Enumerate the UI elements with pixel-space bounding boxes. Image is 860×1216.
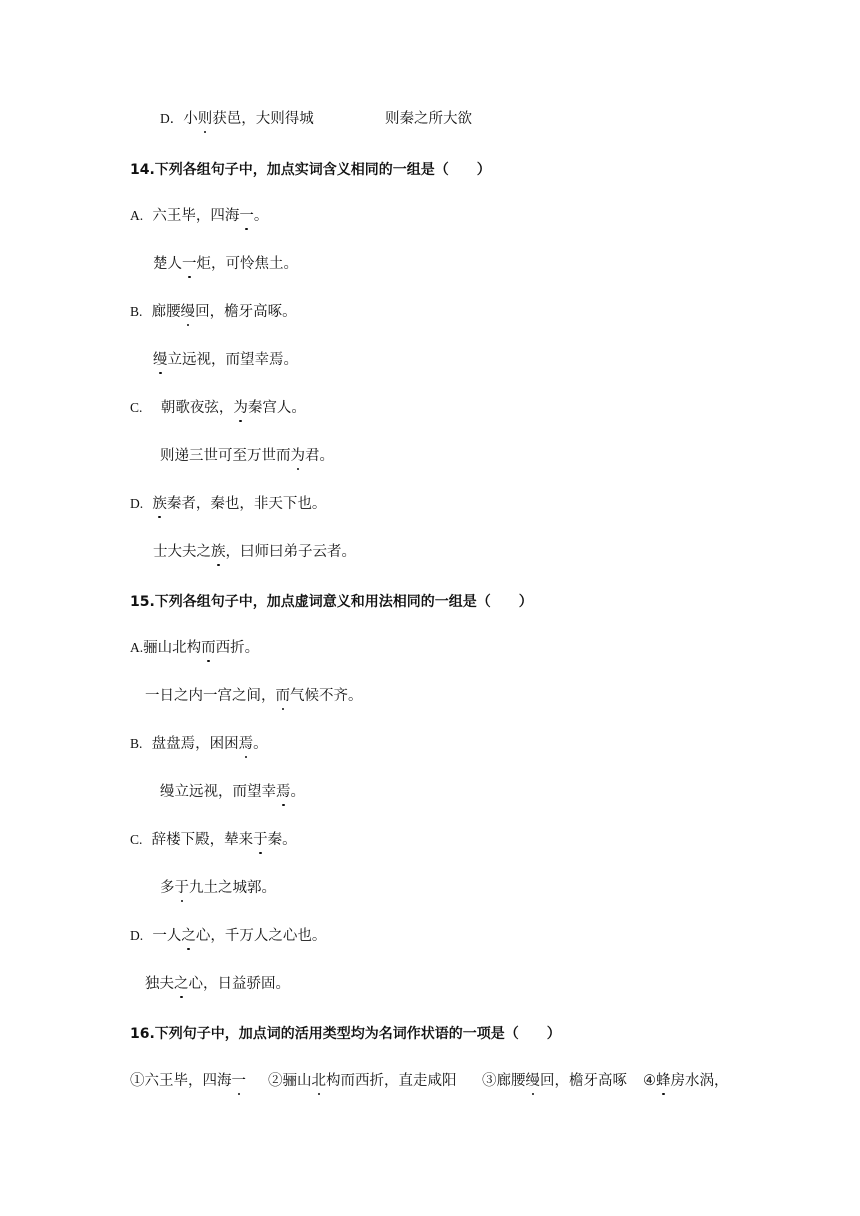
emphasized-word: 焉 <box>238 736 254 752</box>
q13-option-d-part2 <box>385 109 472 129</box>
emphasized-word: 而 <box>275 688 290 704</box>
emphasized-word: 缦 <box>153 352 168 368</box>
q16-item-2: ②骊山北构而西折，直走咸阳 <box>268 1073 457 1089</box>
q16-item-3: ③廊腰缦回，檐牙高啄 <box>482 1073 627 1089</box>
emphasized-word: 缦 <box>180 304 196 320</box>
q15-option-b-line2: 缦立远视，而望幸焉。 <box>160 784 305 800</box>
q15-option-d-line2: 独夫之心，日益骄固。 <box>145 976 290 992</box>
q15-option-c-line1: C. 辞楼下殿，辇来于秦。 <box>130 832 297 848</box>
option-label: D. <box>130 496 144 511</box>
q13-option-d <box>160 109 314 129</box>
option-label: A. <box>130 208 144 223</box>
q14-option-d-line2: 士大夫之族，曰师曰弟子云者。 <box>153 544 356 560</box>
question-16-title: 16.下列句子中，加点词的活用类型均为名词作状语的一项是（ ） <box>130 1026 561 1042</box>
emphasized-word: 焉 <box>276 784 291 800</box>
option-label: D． <box>160 111 184 126</box>
emphasized-word: 之 <box>181 928 196 944</box>
q15-option-a-line1: A.骊山北构而西折。 <box>130 640 260 656</box>
q14-option-c-line2: 则递三世可至万世而为君。 <box>160 448 334 464</box>
q14-option-b-line2: 缦立远视，而望幸焉。 <box>153 352 298 368</box>
text: 则秦之所大欲 <box>385 111 472 127</box>
q15-option-d-line1: D. 一人之心，千万人之心也。 <box>130 928 327 944</box>
text: 小 <box>183 111 198 127</box>
emphasized-word: 族 <box>152 496 167 512</box>
text: 获邑，大则得城 <box>212 111 314 127</box>
emphasized-word: 为 <box>290 448 305 464</box>
q15-option-c-line2: 多于九土之城郭。 <box>160 880 276 896</box>
emphasized-word: 一 <box>231 1073 246 1089</box>
emphasized-word: 则 <box>197 111 213 127</box>
option-label: C. <box>130 400 143 415</box>
q14-option-a-line2: 楚人一炬，可怜焦土。 <box>153 256 298 272</box>
emphasized-word: 于 <box>253 832 268 848</box>
option-label: B. <box>130 736 143 751</box>
emphasized-word: 缦 <box>525 1073 540 1089</box>
q15-option-b-line1: B. 盘盘焉，困困焉。 <box>130 736 268 752</box>
emphasized-word: 为 <box>233 400 248 416</box>
q14-option-b-line1: B. 廊腰缦回，檐牙高啄。 <box>130 304 297 320</box>
q15-option-a-line2: 一日之内一宫之间，而气候不齐。 <box>145 688 363 704</box>
emphasized-word: 一 <box>182 256 197 272</box>
q16-item-4: ④蜂房水涡， <box>643 1073 729 1089</box>
q14-option-a-line1: A. 六王毕，四海一。 <box>130 208 269 224</box>
question-15-title: 15.下列各组句子中，加点虚词意义和用法相同的一组是（ ） <box>130 594 533 610</box>
option-label: A. <box>130 640 144 655</box>
emphasized-word: 于 <box>174 880 189 896</box>
emphasized-word: 蜂 <box>656 1073 671 1089</box>
q14-option-c-line1: C. 朝歌夜弦，为秦宫人。 <box>130 400 306 416</box>
option-label: B. <box>130 304 143 319</box>
q16-item-1: ①六王毕，四海一 <box>130 1073 246 1089</box>
option-label: D. <box>130 928 144 943</box>
emphasized-word: 一 <box>239 208 254 224</box>
question-14-title: 14.下列各组句子中，加点实词含义相同的一组是（ ） <box>130 162 491 178</box>
option-label: C. <box>130 832 143 847</box>
emphasized-word: 之 <box>174 976 189 992</box>
emphasized-word: 北 <box>311 1073 326 1089</box>
emphasized-word: 族 <box>211 544 226 560</box>
q14-option-d-line1: D. 族秦者，秦也，非天下也。 <box>130 496 327 512</box>
emphasized-word: 而 <box>201 640 216 656</box>
